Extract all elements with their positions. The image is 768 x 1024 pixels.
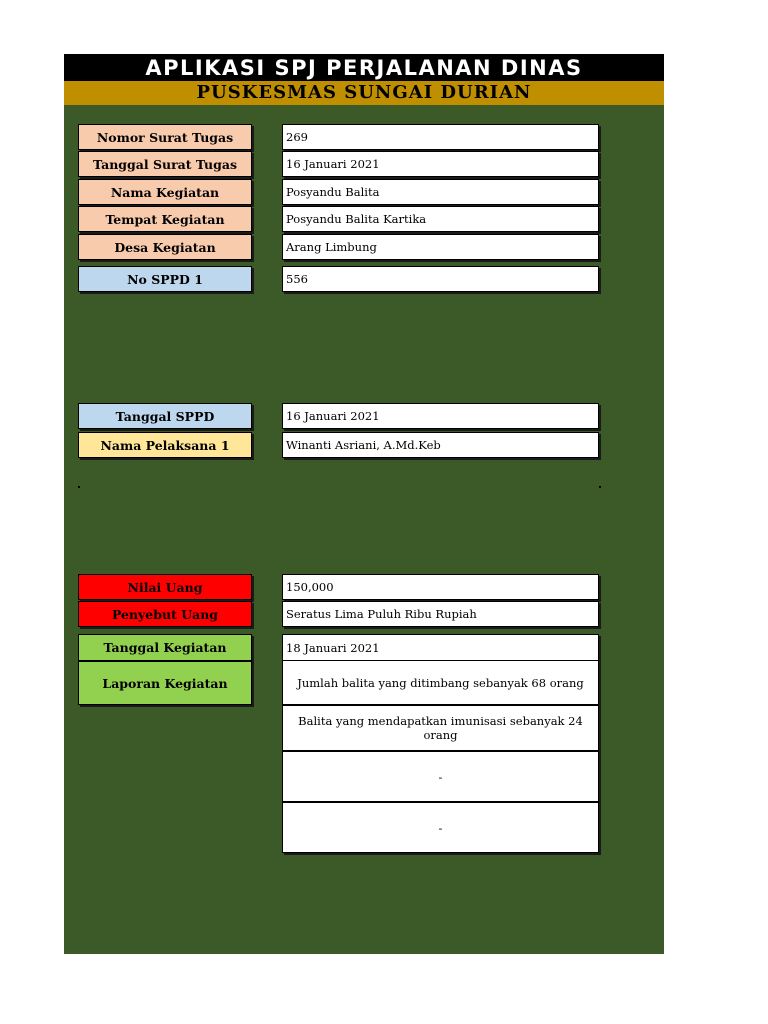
label-tempat-kegiatan: Tempat Kegiatan <box>78 206 252 232</box>
nilai-uang-field[interactable]: 150,000 <box>282 574 599 600</box>
nama-pelaksana-field[interactable]: Winanti Asriani, A.Md.Keb <box>282 432 599 458</box>
label-no-sppd: No SPPD 1 <box>78 266 252 292</box>
tanggal-sppd-field[interactable]: 16 Januari 2021 <box>282 403 599 429</box>
label-tanggal-surat-tugas: Tanggal Surat Tugas <box>78 151 252 177</box>
laporan-item[interactable]: Jumlah balita yang ditimbang sebanyak 68 orang <box>282 660 599 705</box>
cell-marker-left <box>78 486 80 488</box>
label-penyebut-uang: Penyebut Uang <box>78 601 252 627</box>
laporan-item[interactable]: - <box>282 802 599 853</box>
label-nama-pelaksana: Nama Pelaksana 1 <box>78 432 252 458</box>
label-laporan-kegiatan: Laporan Kegiatan <box>78 661 252 705</box>
desa-kegiatan-field[interactable]: Arang Limbung <box>282 234 599 260</box>
label-nilai-uang: Nilai Uang <box>78 574 252 600</box>
tempat-kegiatan-field[interactable]: Posyandu Balita Kartika <box>282 206 599 232</box>
label-nomor-surat-tugas: Nomor Surat Tugas <box>78 124 252 150</box>
app-subtitle: PUSKESMAS SUNGAI DURIAN <box>64 81 664 105</box>
label-nama-kegiatan: Nama Kegiatan <box>78 179 252 205</box>
nomor-surat-tugas-field[interactable]: 269 <box>282 124 599 150</box>
penyebut-uang-field[interactable]: Seratus Lima Puluh Ribu Rupiah <box>282 601 599 627</box>
laporan-item[interactable]: Balita yang mendapatkan imunisasi sebanyak 24 orang <box>282 705 599 751</box>
nama-kegiatan-field[interactable]: Posyandu Balita <box>282 179 599 205</box>
app-title: APLIKASI SPJ PERJALANAN DINAS <box>64 54 664 81</box>
label-tanggal-sppd: Tanggal SPPD <box>78 403 252 429</box>
label-tanggal-kegiatan: Tanggal Kegiatan <box>78 634 252 661</box>
cell-marker-right <box>599 486 601 488</box>
laporan-item[interactable]: - <box>282 751 599 802</box>
tanggal-kegiatan-field[interactable]: 18 Januari 2021 <box>282 634 599 661</box>
label-desa-kegiatan: Desa Kegiatan <box>78 234 252 260</box>
tanggal-surat-tugas-field[interactable]: 16 Januari 2021 <box>282 151 599 177</box>
no-sppd-field[interactable]: 556 <box>282 266 599 292</box>
